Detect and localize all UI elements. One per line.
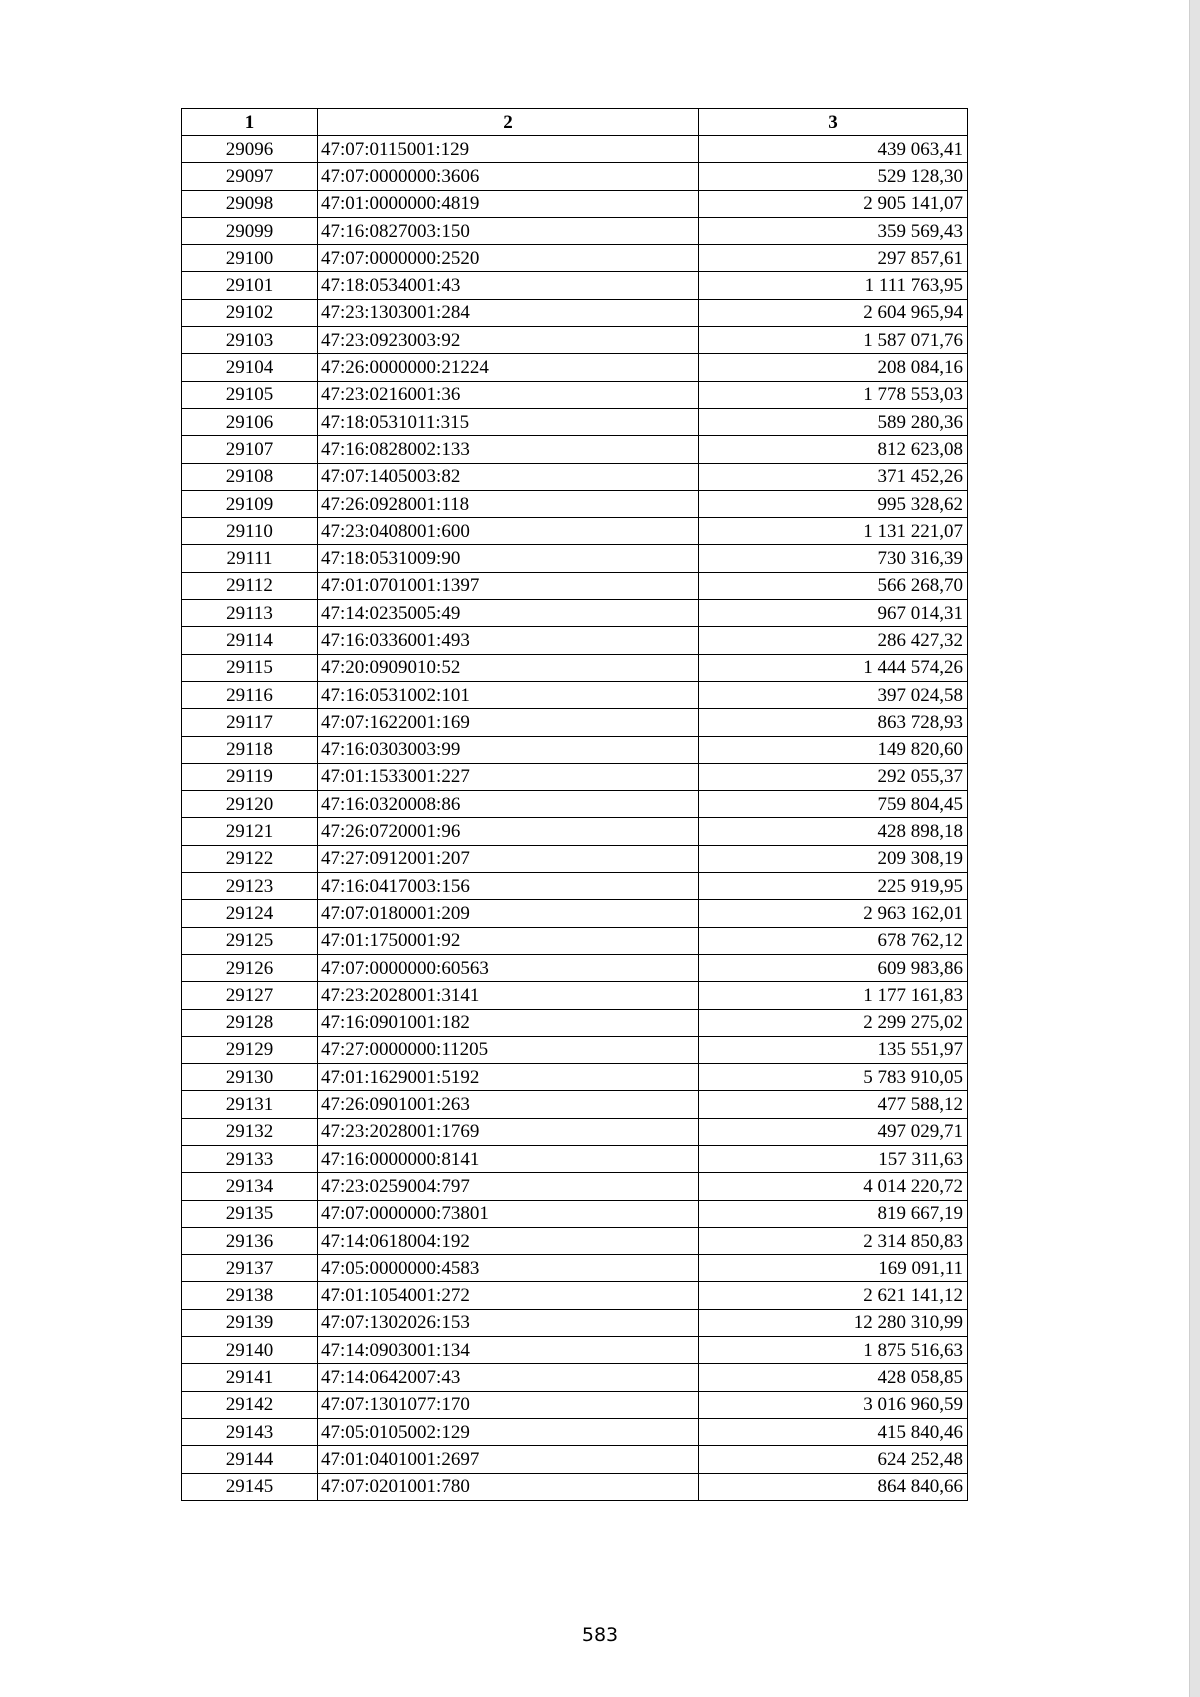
value-cell: 297 857,61 [699,245,968,272]
row-number-cell: 29110 [182,518,318,545]
row-number-cell: 29124 [182,900,318,927]
table-row [182,791,968,818]
table-row [182,709,968,736]
cadastral-number-cell: 47:23:2028001:1769 [318,1118,699,1145]
value-cell: 135 551,97 [699,1036,968,1063]
cadastral-number-cell: 47:14:0235005:49 [318,600,699,627]
table-row [182,1036,968,1063]
cadastral-number-cell: 47:16:0000000:8141 [318,1145,699,1172]
row-number-cell: 29138 [182,1282,318,1309]
value-cell: 863 728,93 [699,709,968,736]
row-number-cell: 29103 [182,327,318,354]
cadastral-number-cell: 47:01:1054001:272 [318,1282,699,1309]
cadastral-number-cell: 47:07:0115001:129 [318,136,699,163]
cadastral-value-table [181,108,968,1501]
cadastral-number-cell: 47:16:0417003:156 [318,873,699,900]
cadastral-number-cell: 47:01:1629001:5192 [318,1064,699,1091]
table-row [182,354,968,381]
value-cell: 149 820,60 [699,736,968,763]
table-row [182,572,968,599]
cadastral-number-cell: 47:18:0534001:43 [318,272,699,299]
row-number-cell: 29102 [182,299,318,326]
table-row [182,900,968,927]
value-cell: 292 055,37 [699,763,968,790]
table-row [182,1145,968,1172]
page-number: 583 [581,1624,619,1646]
value-cell: 759 804,45 [699,791,968,818]
row-number-cell: 29142 [182,1391,318,1418]
cadastral-number-cell: 47:16:0336001:493 [318,627,699,654]
cadastral-number-cell: 47:27:0000000:11205 [318,1036,699,1063]
table-row [182,1091,968,1118]
table-row [182,1009,968,1036]
value-cell: 157 311,63 [699,1145,968,1172]
cadastral-number-cell: 47:23:0923003:92 [318,327,699,354]
table-row [182,1282,968,1309]
row-number-cell: 29132 [182,1118,318,1145]
cadastral-number-cell: 47:07:1302026:153 [318,1309,699,1336]
cadastral-number-cell: 47:23:0216001:36 [318,381,699,408]
value-cell: 415 840,46 [699,1418,968,1445]
value-cell: 678 762,12 [699,927,968,954]
value-cell: 209 308,19 [699,845,968,872]
value-cell: 967 014,31 [699,600,968,627]
table-row [182,545,968,572]
cadastral-number-cell: 47:07:0180001:209 [318,900,699,927]
row-number-cell: 29112 [182,572,318,599]
value-cell: 2 314 850,83 [699,1227,968,1254]
value-cell: 4 014 220,72 [699,1173,968,1200]
cadastral-number-cell: 47:01:1750001:92 [318,927,699,954]
row-number-cell: 29128 [182,1009,318,1036]
cadastral-number-cell: 47:01:1533001:227 [318,763,699,790]
value-cell: 1 587 071,76 [699,327,968,354]
row-number-cell: 29113 [182,600,318,627]
cadastral-number-cell: 47:01:0401001:2697 [318,1446,699,1473]
row-number-cell: 29121 [182,818,318,845]
value-cell: 812 623,08 [699,436,968,463]
row-number-cell: 29096 [182,136,318,163]
cadastral-number-cell: 47:23:0408001:600 [318,518,699,545]
cadastral-number-cell: 47:16:0303003:99 [318,736,699,763]
cadastral-number-cell: 47:26:0000000:21224 [318,354,699,381]
value-cell: 371 452,26 [699,463,968,490]
value-cell: 995 328,62 [699,490,968,517]
cadastral-number-cell: 47:23:2028001:3141 [318,982,699,1009]
value-cell: 2 905 141,07 [699,190,968,217]
table-row [182,136,968,163]
table-row [182,1200,968,1227]
row-number-cell: 29135 [182,1200,318,1227]
table-row [182,1364,968,1391]
value-cell: 1 131 221,07 [699,518,968,545]
cadastral-number-cell: 47:14:0903001:134 [318,1337,699,1364]
row-number-cell: 29139 [182,1309,318,1336]
column-header-2: 2 [318,109,699,136]
table-row [182,1473,968,1500]
value-cell: 864 840,66 [699,1473,968,1500]
cadastral-number-cell: 47:27:0912001:207 [318,845,699,872]
row-number-cell: 29116 [182,681,318,708]
table-row [182,408,968,435]
value-cell: 730 316,39 [699,545,968,572]
table-row [182,1173,968,1200]
value-cell: 359 569,43 [699,217,968,244]
cadastral-number-cell: 47:16:0827003:150 [318,217,699,244]
value-cell: 286 427,32 [699,627,968,654]
column-header-3: 3 [699,109,968,136]
value-cell: 12 280 310,99 [699,1309,968,1336]
table-row [182,627,968,654]
row-number-cell: 29134 [182,1173,318,1200]
value-cell: 566 268,70 [699,572,968,599]
table-row [182,982,968,1009]
cadastral-number-cell: 47:26:0720001:96 [318,818,699,845]
table-row [182,1446,968,1473]
table-row [182,1118,968,1145]
table-row [182,327,968,354]
cadastral-number-cell: 47:16:0901001:182 [318,1009,699,1036]
row-number-cell: 29141 [182,1364,318,1391]
column-header-1: 1 [182,109,318,136]
value-cell: 428 898,18 [699,818,968,845]
table-row [182,927,968,954]
row-number-cell: 29131 [182,1091,318,1118]
row-number-cell: 29136 [182,1227,318,1254]
table-row [182,1391,968,1418]
row-number-cell: 29145 [182,1473,318,1500]
cadastral-number-cell: 47:07:0000000:60563 [318,954,699,981]
value-cell: 5 783 910,05 [699,1064,968,1091]
value-cell: 2 299 275,02 [699,1009,968,1036]
table-row [182,518,968,545]
row-number-cell: 29108 [182,463,318,490]
cadastral-number-cell: 47:07:0000000:3606 [318,163,699,190]
row-number-cell: 29107 [182,436,318,463]
row-number-cell: 29126 [182,954,318,981]
cadastral-number-cell: 47:23:1303001:284 [318,299,699,326]
cadastral-number-cell: 47:18:0531009:90 [318,545,699,572]
value-cell: 2 604 965,94 [699,299,968,326]
cadastral-number-cell: 47:20:0909010:52 [318,654,699,681]
value-cell: 497 029,71 [699,1118,968,1145]
table-row [182,873,968,900]
row-number-cell: 29137 [182,1255,318,1282]
row-number-cell: 29130 [182,1064,318,1091]
cadastral-number-cell: 47:26:0901001:263 [318,1091,699,1118]
row-number-cell: 29118 [182,736,318,763]
table-row [182,818,968,845]
row-number-cell: 29098 [182,190,318,217]
row-number-cell: 29114 [182,627,318,654]
row-number-cell: 29101 [182,272,318,299]
row-number-cell: 29122 [182,845,318,872]
table-row [182,954,968,981]
cadastral-number-cell: 47:05:0105002:129 [318,1418,699,1445]
value-cell: 1 875 516,63 [699,1337,968,1364]
cadastral-number-cell: 47:01:0000000:4819 [318,190,699,217]
value-cell: 1 111 763,95 [699,272,968,299]
cadastral-number-cell: 47:07:1405003:82 [318,463,699,490]
value-cell: 3 016 960,59 [699,1391,968,1418]
cadastral-number-cell: 47:07:0201001:780 [318,1473,699,1500]
value-cell: 428 058,85 [699,1364,968,1391]
page-scroll-edge [1189,0,1200,1697]
cadastral-number-cell: 47:05:0000000:4583 [318,1255,699,1282]
row-number-cell: 29140 [182,1337,318,1364]
table-row [182,299,968,326]
value-cell: 609 983,86 [699,954,968,981]
cadastral-number-cell: 47:23:0259004:797 [318,1173,699,1200]
table-row [182,1255,968,1282]
row-number-cell: 29117 [182,709,318,736]
table-row [182,845,968,872]
value-cell: 2 963 162,01 [699,900,968,927]
table-row [182,163,968,190]
table-row [182,763,968,790]
row-number-cell: 29133 [182,1145,318,1172]
table-row [182,1418,968,1445]
row-number-cell: 29099 [182,217,318,244]
cadastral-number-cell: 47:26:0928001:118 [318,490,699,517]
cadastral-number-cell: 47:16:0828002:133 [318,436,699,463]
value-cell: 1 444 574,26 [699,654,968,681]
row-number-cell: 29109 [182,490,318,517]
cadastral-number-cell: 47:14:0642007:43 [318,1364,699,1391]
table-row [182,190,968,217]
value-cell: 208 084,16 [699,354,968,381]
table-row [182,1227,968,1254]
value-cell: 169 091,11 [699,1255,968,1282]
value-cell: 1 778 553,03 [699,381,968,408]
table-row [182,463,968,490]
row-number-cell: 29123 [182,873,318,900]
row-number-cell: 29125 [182,927,318,954]
cadastral-number-cell: 47:01:0701001:1397 [318,572,699,599]
row-number-cell: 29144 [182,1446,318,1473]
table-row [182,1309,968,1336]
table-row [182,1337,968,1364]
row-number-cell: 29097 [182,163,318,190]
cadastral-number-cell: 47:07:1622001:169 [318,709,699,736]
value-cell: 624 252,48 [699,1446,968,1473]
table-row [182,436,968,463]
row-number-cell: 29111 [182,545,318,572]
row-number-cell: 29106 [182,408,318,435]
cadastral-number-cell: 47:07:0000000:2520 [318,245,699,272]
cadastral-number-cell: 47:16:0320008:86 [318,791,699,818]
value-cell: 439 063,41 [699,136,968,163]
row-number-cell: 29100 [182,245,318,272]
row-number-cell: 29119 [182,763,318,790]
value-cell: 1 177 161,83 [699,982,968,1009]
table-row [182,681,968,708]
cadastral-number-cell: 47:07:0000000:73801 [318,1200,699,1227]
value-cell: 2 621 141,12 [699,1282,968,1309]
cadastral-number-cell: 47:07:1301077:170 [318,1391,699,1418]
table-row [182,1064,968,1091]
table-row [182,217,968,244]
table-row [182,490,968,517]
cadastral-number-cell: 47:14:0618004:192 [318,1227,699,1254]
table-row [182,381,968,408]
row-number-cell: 29105 [182,381,318,408]
value-cell: 529 128,30 [699,163,968,190]
table-row [182,600,968,627]
value-cell: 397 024,58 [699,681,968,708]
table-row [182,272,968,299]
value-cell: 225 919,95 [699,873,968,900]
row-number-cell: 29129 [182,1036,318,1063]
table-row [182,245,968,272]
table-header [182,109,968,136]
row-number-cell: 29115 [182,654,318,681]
table-body [182,136,968,1501]
table-row [182,654,968,681]
value-cell: 477 588,12 [699,1091,968,1118]
cadastral-number-cell: 47:18:0531011:315 [318,408,699,435]
row-number-cell: 29104 [182,354,318,381]
row-number-cell: 29120 [182,791,318,818]
row-number-cell: 29143 [182,1418,318,1445]
value-cell: 589 280,36 [699,408,968,435]
row-number-cell: 29127 [182,982,318,1009]
cadastral-number-cell: 47:16:0531002:101 [318,681,699,708]
value-cell: 819 667,19 [699,1200,968,1227]
table-row [182,736,968,763]
